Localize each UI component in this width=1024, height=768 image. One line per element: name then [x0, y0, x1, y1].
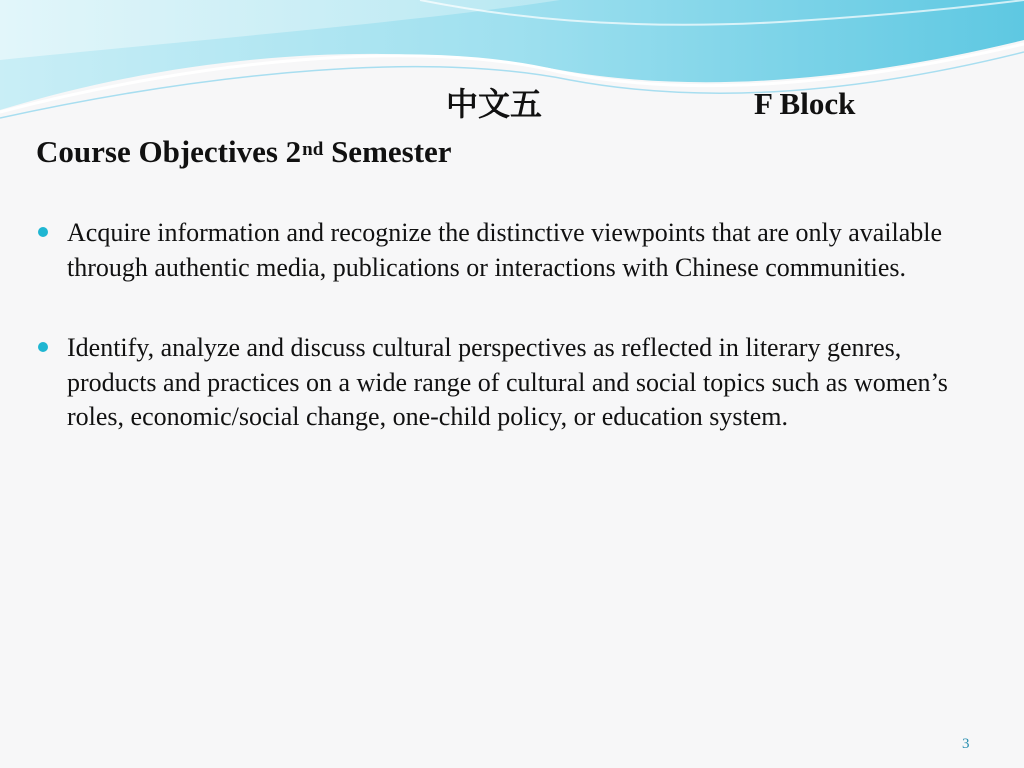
title-tail: Semester: [323, 134, 452, 169]
list-item: [36, 331, 986, 435]
title-superscript: nd: [302, 139, 324, 160]
list-item: [36, 216, 986, 285]
class-block: F Block: [754, 86, 856, 121]
bullet-icon: [38, 227, 48, 237]
page-number: 3: [962, 736, 970, 752]
title-main: Course Objectives 2: [36, 134, 302, 169]
slide-title: [36, 132, 452, 172]
objectives-list: [36, 216, 986, 435]
course-name: 中文五: [446, 85, 543, 123]
bullet-icon: [38, 342, 48, 352]
list-item-text: Identify, analyze and discuss cultural perspectives as reflected in literary genres, products and practices on a wide range of cultural and social topics such as women’s roles, economic/social change, one-child policy, or education system.: [67, 333, 948, 431]
list-item-text: Acquire information and recognize the distinctive viewpoints that are only available through authentic media, publications or interactions with Chinese communities.: [67, 218, 943, 282]
